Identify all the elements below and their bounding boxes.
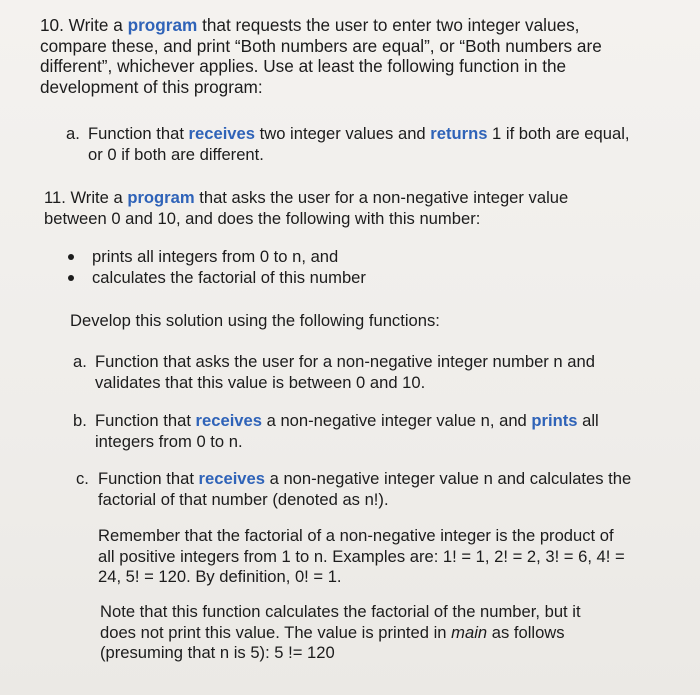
- keyword-program: program: [127, 188, 195, 207]
- list-item: prints all integers from 0 to n, and: [66, 246, 366, 267]
- question-11-item-c: c. Function that receives a non-negative integer value n and calculates the factorial of that number (denoted as n!).: [76, 469, 632, 509]
- keyword-receives: receives: [195, 411, 262, 430]
- keyword-program: program: [127, 15, 198, 35]
- factorial-remember-paragraph: Remember that the factorial of a non-negative integer is the product of all positive integers from 1 to n. Examples are: 1! = 1, 2! = 2, 3! = 6, 4! = 24, 5! = 120. By definition, 0! = 1.: [98, 526, 625, 586]
- keyword-receives: receives: [188, 124, 255, 143]
- question-10-item-a: a. Function that receives two integer values and returns 1 if both are equal, or 0 if both are different.: [66, 124, 630, 164]
- question-11-bullets: [66, 246, 366, 288]
- develop-instruction: Develop this solution using the following functions:: [70, 311, 440, 330]
- main-function-name: main: [451, 622, 488, 642]
- question-10-prompt: 10. Write a program that requests the user to enter two integer values, compare these, and print “Both numbers are equal”, or “Both numbers are different”, whichever applies. Use at least the following function in the development of this program:: [40, 15, 602, 97]
- keyword-returns: returns: [430, 124, 488, 143]
- question-11-item-b: b. Function that receives a non-negative integer value n, and prints all integers from 0 to n.: [73, 411, 599, 451]
- question-11-item-a: a. Function that asks the user for a non-negative integer number n and validates that this value is between 0 and 10.: [73, 352, 595, 392]
- keyword-prints: prints: [531, 411, 578, 430]
- keyword-receives: receives: [198, 469, 265, 488]
- factorial-note-paragraph: Note that this function calculates the factorial of the number, but it does not print this value. The value is printed in main as follows (presuming that n is 5): 5 != 120: [100, 602, 581, 662]
- question-11-prompt: 11. Write a program that asks the user for a non-negative integer value between 0 and 10, and does the following with this number:: [44, 188, 569, 228]
- list-item: calculates the factorial of this number: [66, 267, 366, 288]
